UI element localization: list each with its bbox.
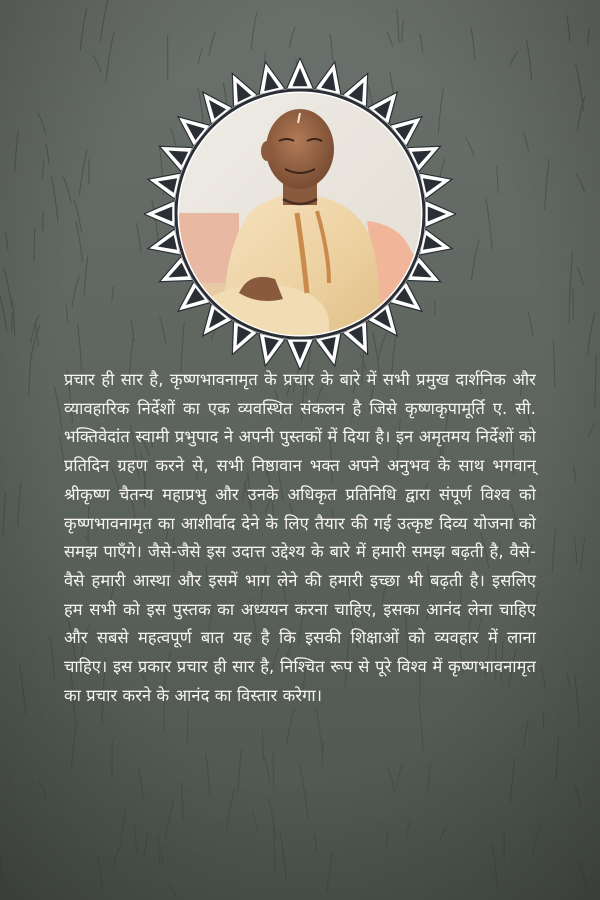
- portrait-photo: [179, 93, 421, 335]
- description-paragraph: प्रचार ही सार है, कृष्णभावनामृत के प्रचार के बारे में सभी प्रमुख दार्शनिक और व्यावहारिक निर्देशों का एक व्यवस्थित संकलन है जिसे कृष्णकृपामूर्ति ए. सी. भक्तिवेदांत स्वामी प्रभुपाद ने अपनी पुस्तकों में दिया है। इन अमृतमय निर्देशों को प्रतिदिन ग्रहण करने से, सभी निष्ठावान भक्त अपने अनुभव के साथ भगवान् श्रीकृष्ण चैतन्य महाप्रभु और उनके अधिकृत प्रतिनिधि द्वारा संपूर्ण विश्व को कृष्णभावनामृत का आशीर्वाद देने के लिए तैयार की गई उत्कृष्ट दिव्य योजना को समझ पाएँगे। जैसे-जैसे इस उदात्त उद्देश्य के बारे में हमारी समझ बढ़ती है, वैसे-वैसे हमारी आस्था और इसमें भाग लेने की हमारी इच्छा भी बढ़ती है। इसलिए हम सभी को इस पुस्तक का अध्ययन करना चाहिए, इसका आनंद लेना चाहिए और सबसे महत्वपूर्ण बात यह है कि इसकी शिक्षाओं को व्यवहार में लाना चाहिए। इस प्रकार प्रचार ही सार है, निश्चित रूप से पूरे विश्व में कृष्णभावनामृत का प्रचार करने के आनंद का विस्तार करेगा।: [64, 370, 536, 705]
